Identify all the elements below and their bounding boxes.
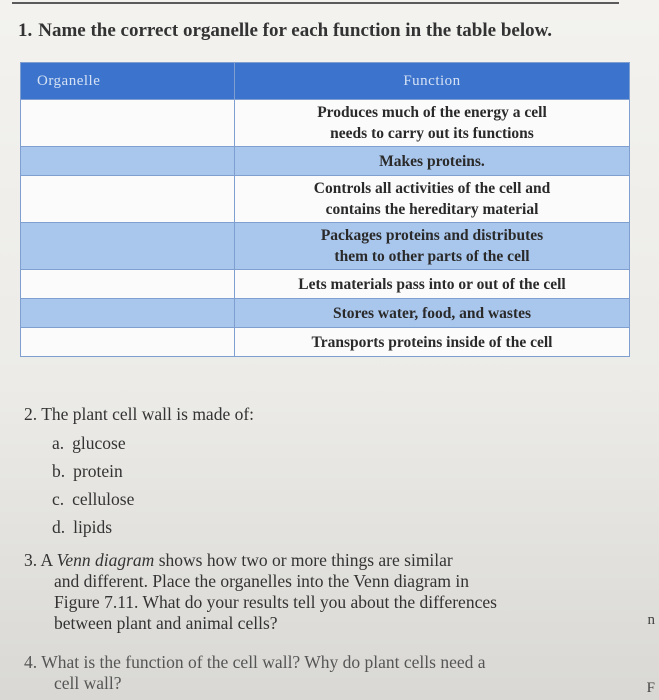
table-row	[21, 270, 630, 299]
table-row	[21, 328, 630, 357]
function-cell	[235, 147, 630, 176]
option-letter: c.	[52, 489, 65, 509]
function-cell	[235, 223, 630, 270]
question-1-text: Name the correct organelle for each function in the table below.	[38, 20, 553, 41]
table-row	[21, 223, 630, 270]
question-1	[18, 20, 552, 42]
edge-mark-upper: n	[647, 612, 655, 628]
question-4-line-1	[24, 652, 624, 673]
question-4	[24, 652, 624, 694]
organelle-answer-cell[interactable]	[21, 270, 235, 299]
table-row	[21, 147, 630, 176]
header-organelle: Organelle	[21, 63, 235, 100]
table-row	[21, 176, 630, 223]
option-c[interactable]	[52, 489, 134, 510]
option-letter: b.	[52, 461, 66, 481]
option-letter: a.	[52, 433, 65, 453]
question-2	[24, 404, 254, 425]
function-line: them to other parts of the cell	[334, 248, 530, 265]
table-row	[21, 299, 630, 328]
question-2-number: 2.	[24, 404, 38, 424]
option-text: glucose	[72, 433, 126, 453]
option-text: protein	[73, 461, 123, 481]
question-3-line-3: Figure 7.11. What do your results tell you about the differences	[54, 592, 497, 612]
organelle-answer-cell[interactable]	[21, 328, 235, 357]
table-header-row	[21, 63, 630, 100]
organelle-table	[20, 62, 630, 357]
function-line: Controls all activities of the cell and	[313, 180, 551, 197]
function-line: Packages proteins and distributes	[320, 227, 544, 244]
question-4-line-1-text: What is the function of the cell wall? Why do plant cells need a	[41, 652, 486, 672]
header-function: Function	[235, 63, 630, 100]
question-1-number: 1.	[18, 20, 33, 41]
question-3-lead: A	[40, 550, 57, 570]
organelle-answer-cell[interactable]	[21, 100, 235, 147]
option-a[interactable]	[52, 433, 126, 454]
question-3-line-1-rest: shows how two or more things are similar	[154, 550, 453, 570]
question-3-line-1	[24, 550, 624, 571]
question-4-line-2: cell wall?	[54, 673, 122, 693]
option-d[interactable]	[52, 517, 112, 538]
function-line: needs to carry out its functions	[330, 125, 534, 142]
question-3	[24, 550, 624, 634]
question-3-line-4: between plant and animal cells?	[54, 613, 278, 633]
function-line: Stores water, food, and wastes	[332, 304, 532, 322]
option-b[interactable]	[52, 461, 123, 482]
question-3-line-2: and different. Place the organelles into the Venn diagram in	[54, 571, 470, 591]
function-line: Produces much of the energy a cell	[317, 104, 547, 121]
function-cell	[235, 299, 630, 328]
organelle-answer-cell[interactable]	[21, 223, 235, 270]
function-cell	[235, 328, 630, 357]
function-cell	[235, 270, 630, 299]
table-row	[21, 100, 630, 147]
option-text: lipids	[73, 517, 113, 537]
question-3-number: 3.	[24, 550, 38, 570]
venn-diagram-term: Venn diagram	[56, 550, 155, 570]
option-letter: d.	[52, 517, 66, 537]
function-line: contains the hereditary material	[325, 201, 539, 218]
option-text: cellulose	[72, 489, 135, 509]
function-line: Lets materials pass into or out of the cell	[298, 275, 566, 293]
question-4-number: 4.	[24, 652, 38, 672]
organelle-answer-cell[interactable]	[21, 147, 235, 176]
top-rule	[12, 2, 619, 4]
function-cell	[235, 100, 630, 147]
question-2-text: The plant cell wall is made of:	[41, 404, 255, 424]
edge-mark-lower: F	[646, 680, 655, 696]
organelle-answer-cell[interactable]	[21, 176, 235, 223]
function-line: Transports proteins inside of the cell	[311, 333, 553, 351]
function-cell	[235, 176, 630, 223]
organelle-answer-cell[interactable]	[21, 299, 235, 328]
function-line: Makes proteins.	[379, 152, 485, 170]
